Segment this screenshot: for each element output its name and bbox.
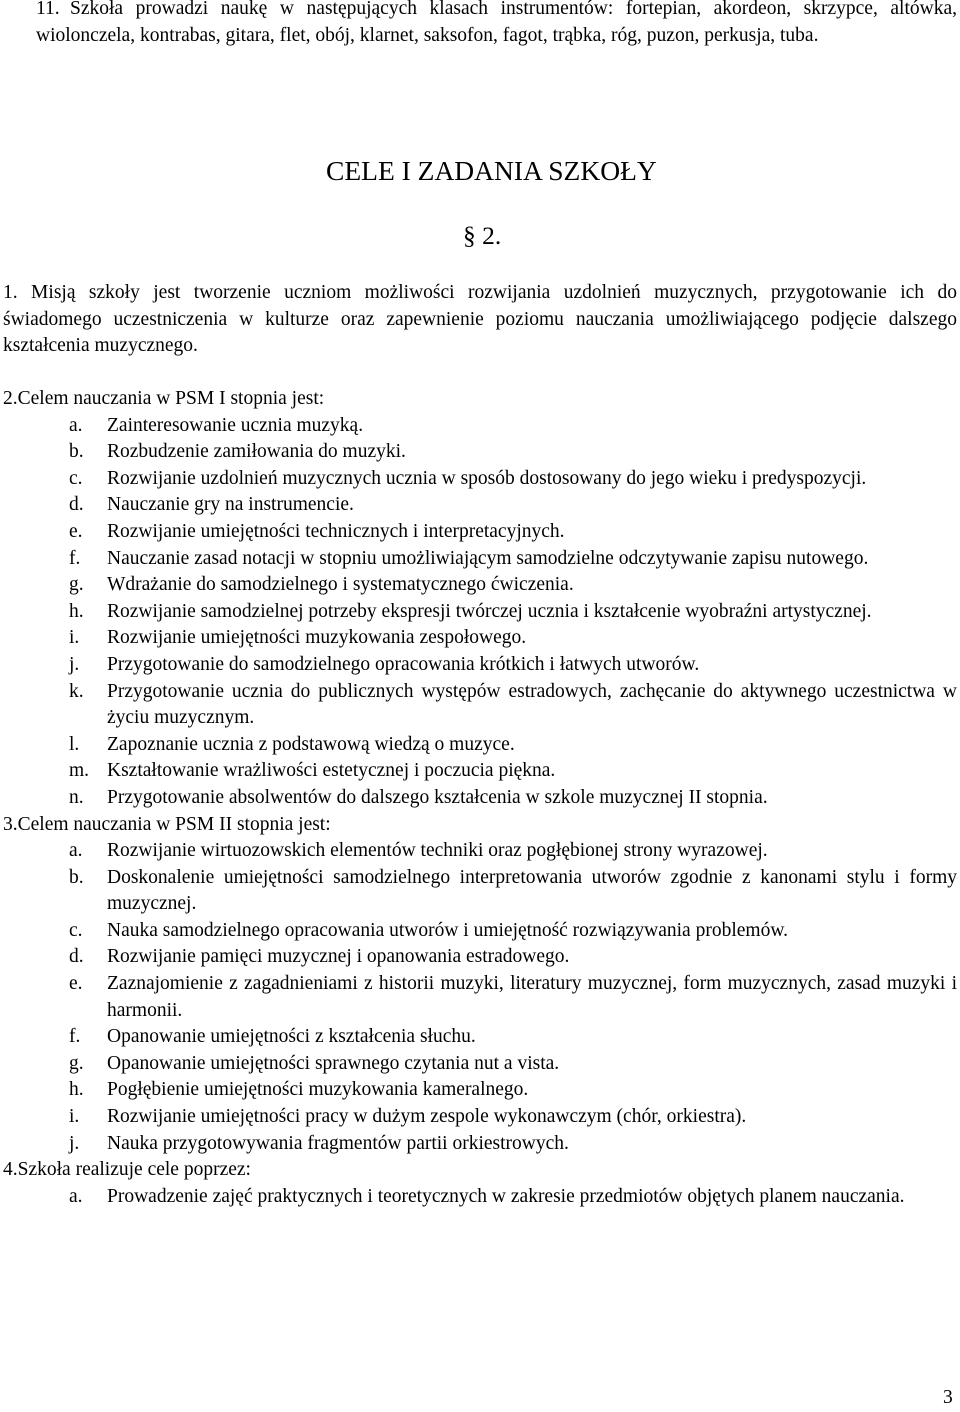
list-item-letter: j. (69, 653, 80, 675)
paragraph-mark: § 2. (463, 221, 502, 250)
list-item-letter: k. (69, 680, 84, 702)
list-item (3, 1077, 957, 1104)
list-item-letter: h. (69, 1079, 84, 1101)
list-item (3, 466, 957, 493)
list-item (3, 625, 957, 652)
list-item-letter: e. (69, 520, 83, 542)
list-item (3, 732, 957, 759)
list-item-letter: i. (69, 627, 80, 649)
list-item (3, 758, 957, 785)
list-item (3, 413, 957, 440)
list-item (3, 679, 957, 732)
section-heading: 4.Szkoła realizuje cele poprzez: (3, 1159, 251, 1181)
list-item-letter: e. (69, 973, 83, 995)
list-item (3, 652, 957, 679)
list-item-letter: b. (69, 441, 84, 463)
list-item-letter: f. (69, 547, 81, 569)
list-item-text: Opanowanie umiejętności z kształcenia słuchu. (107, 1026, 476, 1048)
page-number: 3 (943, 1387, 953, 1408)
list-item-text: Zaznajomienie z zagadnieniami z historii muzyki, literatury muzycznej, form muzycznych, zasad muzyki i harmonii. (107, 973, 957, 1021)
list-item-text: Opanowanie umiejętności sprawnego czytania nut a vista. (107, 1052, 560, 1074)
list-item (3, 1104, 957, 1131)
list-item-text: Zainteresowanie ucznia muzyką. (107, 414, 364, 436)
list-item-text: Przygotowanie ucznia do publicznych występów estradowych, zachęcanie do aktywnego uczestnictwa w życiu muzycznym. (107, 680, 957, 729)
intro-paragraph (36, 0, 957, 49)
list-item-text: Doskonalenie umiejętności samodzielnego interpretowania utworów zgodnie z kanonami stylu i formy muzycznej. (107, 866, 957, 915)
list-item-letter: h. (69, 600, 84, 622)
list-item-letter: l. (69, 733, 80, 755)
list-item-text: Kształtowanie wrażliwości estetycznej i poczucia piękna. (107, 760, 556, 782)
list-item-text: Rozbudzenie zamiłowania do muzyki. (107, 441, 406, 463)
list-item-letter: a. (69, 414, 83, 436)
list-item-text: Rozwijanie umiejętności muzykowania zespołowego. (107, 627, 527, 649)
list-item-letter: g. (69, 574, 84, 596)
list-item (3, 439, 957, 466)
list-item-text: Przygotowanie do samodzielnego opracowania krótkich i łatwych utworów. (107, 653, 700, 675)
list-item-letter: f. (69, 1026, 81, 1048)
list-item (3, 838, 957, 865)
list-item-text: Rozwijanie umiejętności technicznych i interpretacyjnych. (107, 520, 565, 542)
list-item (3, 1024, 957, 1051)
list-item-text: Pogłębienie umiejętności muzykowania kameralnego. (107, 1079, 529, 1101)
list-item (3, 572, 957, 599)
intro-number: 11. (36, 0, 60, 19)
list-item-text: Nauczanie gry na instrumencie. (107, 494, 354, 516)
list-item (3, 492, 957, 519)
list-item-text: Wdrażanie do samodzielnego i systematycznego ćwiczenia. (107, 574, 574, 596)
list-item-letter: i. (69, 1106, 80, 1128)
list-item-letter: c. (69, 467, 83, 489)
list-item-letter: g. (69, 1052, 84, 1074)
list-item (3, 865, 957, 918)
list-item-text: Prowadzenie zajęć praktycznych i teoretycznych w zakresie przedmiotów objętych planem nauczania. (107, 1185, 905, 1207)
list-item-text: Zapoznanie ucznia z podstawową wiedzą o muzyce. (107, 733, 515, 755)
sections-list (3, 386, 957, 1210)
list-item-letter: a. (69, 840, 83, 862)
list-item (3, 1051, 957, 1078)
list-item-text: Rozwijanie umiejętności pracy w dużym zespole wykonawczym (chór, orkiestra). (107, 1106, 747, 1128)
list-item-text: Rozwijanie uzdolnień muzycznych ucznia w sposób dostosowany do jego wieku i predyspozycji. (107, 467, 867, 489)
list-item-letter: j. (69, 1132, 80, 1154)
section-heading: 3.Celem nauczania w PSM II stopnia jest: (3, 813, 331, 835)
list-item (3, 519, 957, 546)
list-item-text: Rozwijanie wirtuozowskich elementów techniki oraz pogłębionej strony wyrazowej. (107, 840, 768, 862)
mission-paragraph: 1. Misją szkoły jest tworzenie uczniom możliwości rozwijania uzdolnień muzycznych, przygotowanie ich do świadomego uczestniczenia w kulturze oraz zapewnienie poziomu nauczania umożliwiającego podjęcie dalszego kształcenia muzycznego. (3, 282, 957, 357)
list-item-text: Rozwijanie pamięci muzycznej i opanowania estradowego. (107, 946, 570, 968)
section-title: CELE I ZADANIA SZKOŁY (326, 155, 657, 186)
list-item-text: Przygotowanie absolwentów do dalszego kształcenia w szkole muzycznej II stopnia. (107, 786, 768, 808)
list-item (3, 1131, 957, 1158)
list-item (3, 599, 957, 626)
list-item-letter: b. (69, 866, 84, 888)
list-item-text: Rozwijanie samodzielnej potrzeby ekspresji twórczej ucznia i kształcenie wyobraźni artystycznej. (107, 600, 872, 622)
list-item-letter: d. (69, 494, 84, 516)
list-item-letter: d. (69, 946, 84, 968)
list-item-letter: c. (69, 919, 83, 941)
list-item (3, 971, 957, 1024)
list-item-letter: m. (69, 760, 90, 782)
list-item (3, 918, 957, 945)
list-item (3, 1184, 957, 1211)
list-item-text: Nauka samodzielnego opracowania utworów i umiejętność rozwiązywania problemów. (107, 919, 789, 941)
list-item-letter: a. (69, 1185, 83, 1207)
list-item-text: Nauka przygotowywania fragmentów partii orkiestrowych. (107, 1132, 569, 1154)
intro-text: Szkoła prowadzi naukę w następujących klasach instrumentów: fortepian, akordeon, skrzypce, altówka, wiolonczela, kontrabas, gitara, flet, obój, klarnet, saksofon, fagot, trąbka, róg, puzon, perkusja, tuba. (36, 0, 957, 46)
list-item (3, 546, 957, 573)
list-item-text: Nauczanie zasad notacji w stopniu umożliwiającym samodzielne odczytywanie zapisu nutowego. (107, 547, 869, 569)
list-item (3, 944, 957, 971)
list-item (3, 785, 957, 812)
section-heading: 2.Celem nauczania w PSM I stopnia jest: (3, 388, 325, 409)
list-item-letter: n. (69, 786, 84, 808)
